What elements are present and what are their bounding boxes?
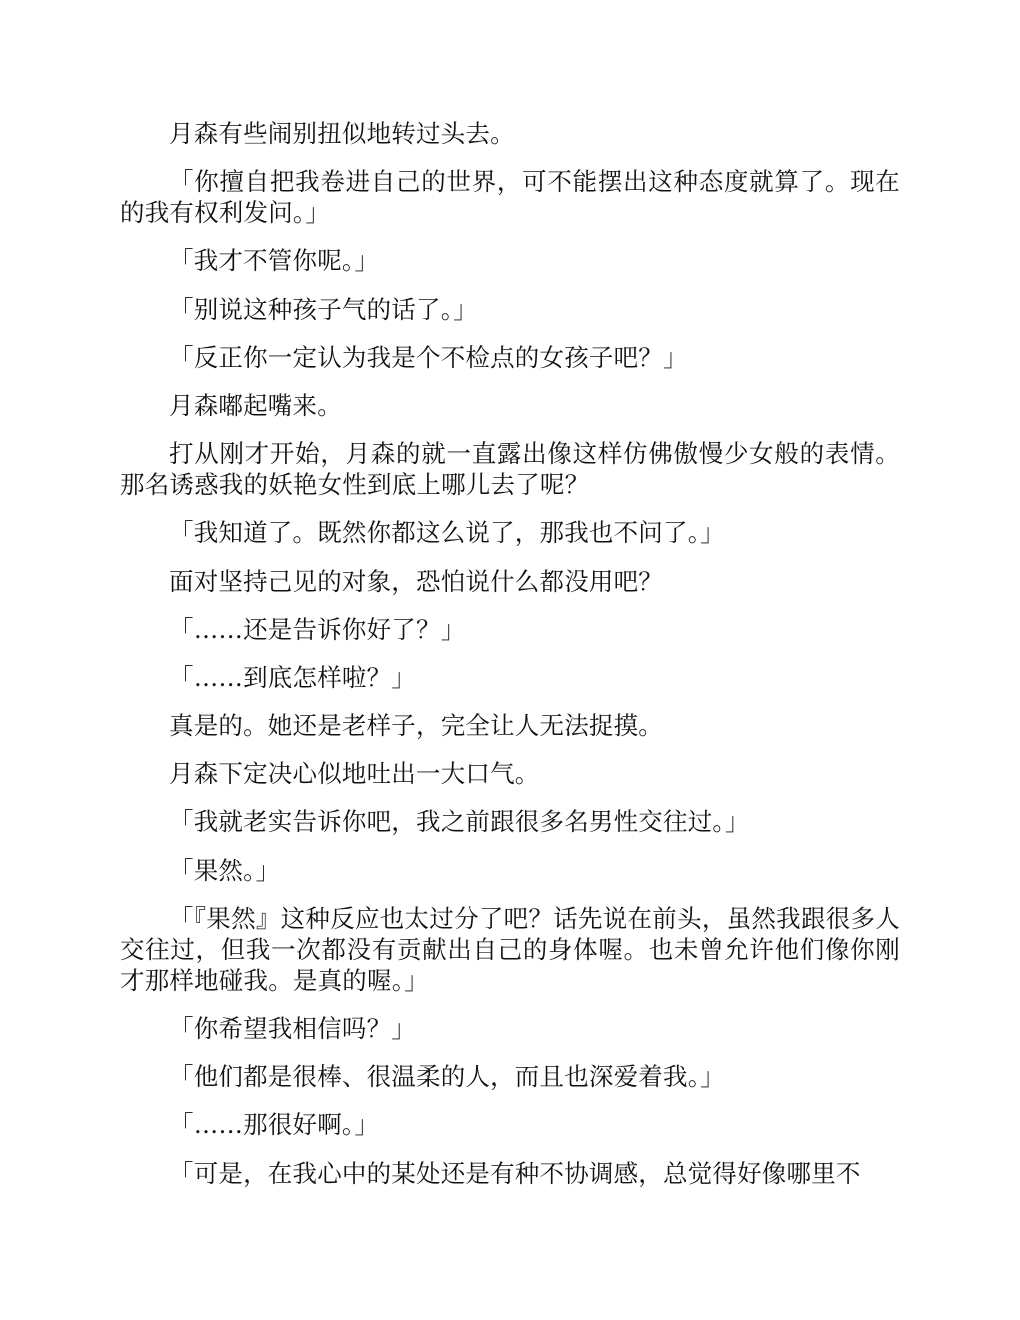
paragraph: 月森下定决心似地吐出一大口气。 — [169, 759, 540, 789]
paragraph: 「……到底怎样啦？」 — [169, 662, 416, 692]
paragraph: 「『果然』这种反应也太过分了吧？话先说在前头，虽然我跟很多人交往过，但我一次都没有贡献出自己的身体喔。也未曾允许他们像你刚才那样地碰我。是真的喔。」 — [120, 903, 900, 995]
paragraph: 打从刚才开始，月森的就一直露出像这样仿佛傲慢少女般的表情。那名诱惑我的妖艳女性到底上哪儿去了呢？ — [120, 439, 900, 500]
paragraph: 真是的。她还是老样子，完全让人无法捉摸。 — [169, 711, 663, 741]
paragraph: 「你希望我相信吗？」 — [169, 1014, 416, 1043]
paragraph: 「可是，在我心中的某处还是有种不协调感，总觉得好像哪里不 — [169, 1158, 861, 1188]
paragraph: 「我知道了。既然你都这么说了，那我也不问了。」 — [169, 518, 725, 548]
paragraph: 月森有些闹别扭似地转过头去。 — [169, 119, 515, 148]
paragraph: 「他们都是很棒、很温柔的人，而且也深爱着我。」 — [169, 1062, 725, 1092]
paragraph: 「别说这种孩子气的话了。」 — [169, 294, 478, 324]
paragraph: 「我就老实告诉你吧，我之前跟很多名男性交往过。」 — [169, 807, 750, 837]
paragraph: 「我才不管你呢。」 — [169, 246, 380, 276]
paragraph: 「果然。」 — [169, 855, 281, 885]
paragraph: 月森嘟起嘴来。 — [169, 390, 342, 420]
paragraph: 「……还是告诉你好了？」 — [169, 614, 466, 644]
paragraph: 「反正你一定认为我是个不检点的女孩子吧？」 — [169, 342, 688, 372]
paragraph: 面对坚持己见的对象，恐怕说什么都没用吧？ — [169, 566, 663, 596]
page-body — [120, 118, 900, 1206]
paragraph: 「……那很好啊。」 — [169, 1110, 380, 1140]
paragraph: 「你擅自把我卷进自己的世界，可不能摆出这种态度就算了。现在的我有权利发问。」 — [120, 167, 900, 228]
